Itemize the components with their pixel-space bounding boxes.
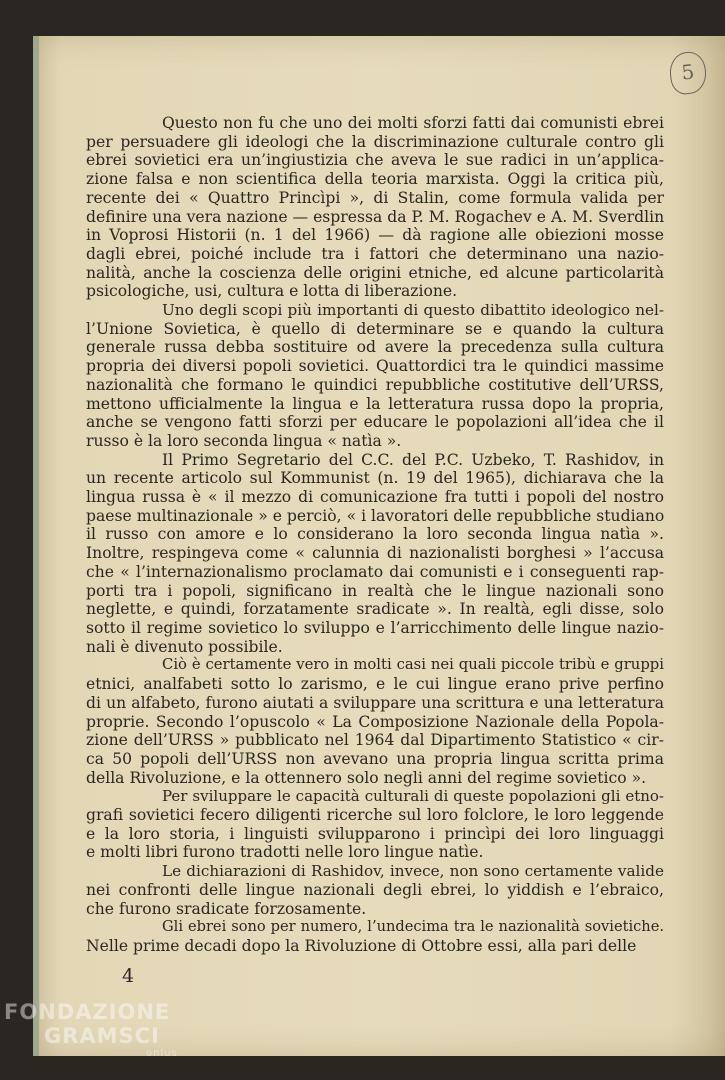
text-line: il russo con amore e lo considerano la loro seconda lingua natìa ». [86, 525, 664, 544]
text-line: anche se vengono fatti sforzi per educare le popolazioni all’idea che il [86, 413, 664, 432]
text-line: e molti libri furono tradotti nelle loro lingue natìe. [86, 843, 484, 862]
text-line: russo è la loro seconda lingua « natìa ». [86, 431, 402, 450]
text-line: in Voprosi Historii (n. 1 del 1966) — dà ragione alle obiezioni mosse [86, 226, 664, 245]
text-line: zione falsa e non scientifica della teoria marxista. Oggi la critica più, [86, 170, 664, 189]
text-line: Uno degli scopi più importanti di questo dibattito ideologico nel- [162, 301, 664, 320]
text-line: della Rivoluzione, e la ottennero solo negli anni del regime sovietico ». [86, 768, 647, 787]
text-line: lingua russa è « il mezzo di comunicazione fra tutti i popoli del nostro [86, 488, 664, 507]
text-line: psicologiche, usi, cultura e lotta di liberazione. [86, 282, 458, 301]
text-line: grafi sovietici fecero diligenti ricerche sul loro folclore, le loro leggende [86, 806, 664, 825]
watermark-line-2: GRAMSCI [44, 1024, 160, 1048]
paragraph [86, 787, 664, 862]
page-spine-edge [33, 36, 39, 1056]
text-line: generale russa debba sostituire od avere la precedenza sulla cultura [86, 338, 664, 357]
text-line: Il Primo Segretario del C.C. del P.C. Uzbeko, T. Rashidov, in [162, 450, 664, 469]
text-line: nali è divenuto possibile. [86, 637, 283, 656]
text-line: propria dei diversi popoli sovietici. Quattordici tra le quindici massime [86, 357, 664, 376]
paragraph [86, 656, 664, 787]
text-line: Le dichiarazioni di Rashidov, invece, non sono certamente valide [162, 862, 664, 881]
page-number: 4 [122, 965, 135, 987]
text-line: Ciò è certamente vero in molti casi nei quali piccole tribù e gruppi [162, 656, 664, 674]
paragraph [86, 301, 664, 451]
text-line: nei confronti delle lingue nazionali degli ebrei, lo yiddish e l’ebraico, [86, 880, 664, 899]
text-line: di un alfabeto, furono aiutati a sviluppare una scrittura e una letteratura [86, 693, 664, 712]
paragraph [86, 918, 664, 955]
text-line: dagli ebrei, poiché include tra i fattori che determinano una nazio- [86, 244, 664, 263]
text-line: ebrei sovietici era un’ingiustizia che aveva le sue radici in un’applica- [86, 151, 664, 170]
text-line: un recente articolo sul Kommunist (n. 19 del 1965), dichiarava che la [86, 469, 664, 488]
text-line: nazionalità che formano le quindici repubbliche costitutive dell’URSS, [86, 375, 664, 394]
text-line: paese multinazionale » e perciò, « i lavoratori delle repubbliche studiano [86, 506, 665, 525]
text-line: Per sviluppare le capacità culturali di queste popolazioni gli etno- [162, 787, 664, 806]
text-line: zione dell’URSS » pubblicato nel 1964 dal Dipartimento Statistico « cir- [86, 731, 664, 750]
text-line: che furono sradicate forzosamente. [86, 899, 367, 918]
paragraph [86, 114, 665, 301]
handwritten-page-mark: 5 [668, 50, 708, 96]
paragraph [86, 450, 665, 657]
body-text [86, 114, 665, 956]
watermark-line-3: onlus [146, 1048, 178, 1059]
text-line: Gli ebrei sono per numero, l’undecima tra le nazionalità sovietiche. [162, 918, 664, 936]
archive-watermark [4, 1000, 178, 1059]
text-line: definire una vera nazione — espressa da P. M. Rogachev e A. M. Sverdlin [86, 207, 665, 226]
text-line: per persuadere gli ideologi che la discriminazione culturale contro gli [86, 132, 664, 151]
text-line: e la loro storia, i linguisti svilupparono i princìpi dei loro linguaggi [86, 824, 664, 843]
text-line: etnici, analfabeti sotto lo zarismo, e le cui lingue erano prive perfino [86, 675, 664, 694]
text-line: ca 50 popoli dell’URSS non avevano una propria lingua scritta prima [86, 749, 664, 768]
text-line: nalità, anche la coscienza delle origini etniche, ed alcune particolarità [86, 263, 664, 282]
text-line: Nelle prime decadi dopo la Rivoluzione di Ottobre essi, alla pari delle [86, 936, 637, 955]
paragraph [86, 862, 664, 918]
text-line: porti tra i popoli, significano in realtà che le lingue nazionali sono [86, 581, 664, 600]
text-line: neglette, e quindi, forzatamente sradicate ». In realtà, egli disse, solo [86, 600, 664, 619]
text-line: proprie. Secondo l’opuscolo « La Composizione Nazionale della Popola- [86, 712, 664, 731]
text-line: Inoltre, respingeva come « calunnia di nazionalisti borghesi » l’accusa [86, 544, 664, 563]
text-line: l’Unione Sovietica, è quello di determinare se e quando la cultura [86, 319, 664, 338]
text-line: recente dei « Quattro Princìpi », di Stalin, come formula valida per [86, 188, 664, 207]
text-line: che « l’internazionalismo proclamato dai comunisti e i conseguenti rap- [86, 562, 664, 581]
watermark-line-1: FONDAZIONE [4, 1000, 171, 1024]
text-line: Questo non fu che uno dei molti sforzi fatti dai comunisti ebrei [162, 114, 664, 132]
text-line: sotto il regime sovietico lo sviluppo e l’arricchimento delle lingue nazio- [86, 618, 664, 637]
text-line: mettono ufficialmente la lingua e la letteratura russa dopo la propria, [86, 394, 664, 413]
